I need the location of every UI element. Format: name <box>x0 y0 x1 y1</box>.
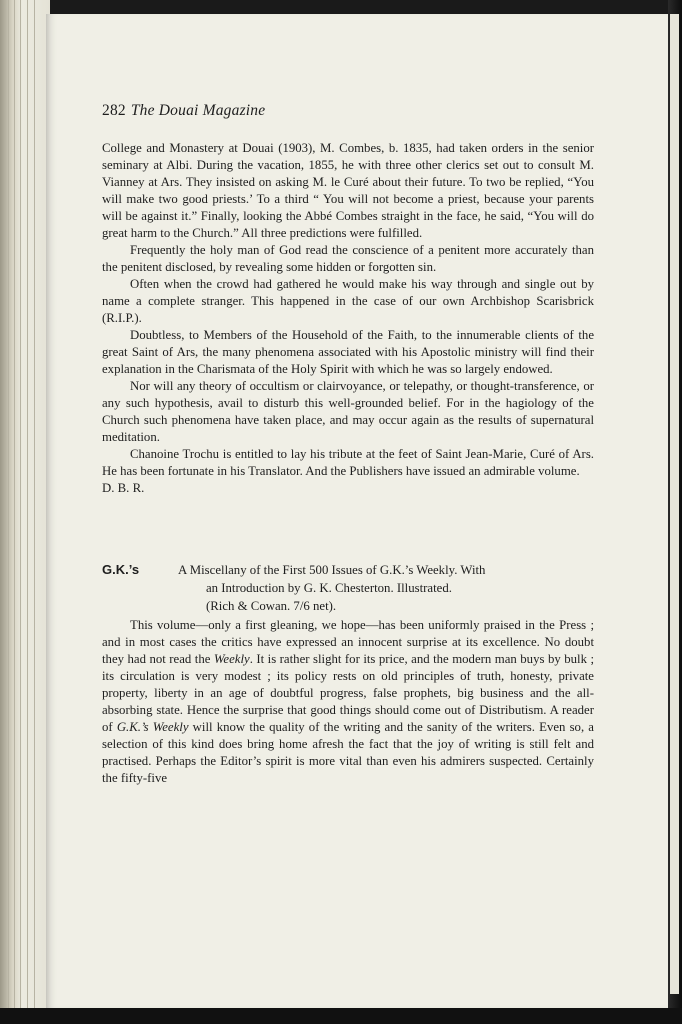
article-paragraph: Chanoine Trochu is entitled to lay his tribute at the feet of Saint Jean-Marie, Curé of Ars. He has been fortunate in his Translator. And the Publishers have issued an admirable volume. <box>102 447 594 478</box>
article-paragraph: College and Monastery at Douai (1903), M. Combes, b. 1835, had taken orders in the senior seminary at Albi. During the vacation, 1855, he with three other clerics set out to consult M. Vianney at Ars. They insisted on asking M. le Curé about their future. To two be replied, “You will make two good priests.’ To a third “ You will not become a priest, because your parents will be against it.” Finally, looking the Abbé Combes straight in the face, he said, “You will do great harm to the Church.” All three predictions were fulfilled. <box>102 141 594 240</box>
article-paragraph: Frequently the holy man of God read the conscience of a penitent more accurately than the penitent disclosed, by revealing some hidden or forgotten sin. <box>102 243 594 274</box>
page-edge-line <box>8 0 9 1024</box>
article-paragraph: Often when the crowd had gathered he would make his way through and single out by name a complete stranger. This happened in the case of our own Archbishop Scarisbrick (R.I.P.). <box>102 277 594 325</box>
article-paragraph: Nor will any theory of occultism or clairvoyance, or telepathy, or thought-transference, or any such hypothesis, avail to disturb this well-grounded belief. For in the hagiology of the Church such phenomena have taken place, and may occur again as the results of supernatural meditation. <box>102 379 594 444</box>
review-paragraph <box>102 617 594 787</box>
review-text-italic: Weekly <box>152 720 189 734</box>
page-edge-line <box>20 0 21 1024</box>
scan-bottom-border <box>0 1008 682 1024</box>
review-text-italic: G.K.’s <box>116 720 149 734</box>
review-title <box>178 561 594 615</box>
magazine-title: The Douai Magazine <box>130 102 266 119</box>
page-content <box>102 102 594 787</box>
review-title-line: A Miscellany of the First 500 Issues of G.K.’s Weekly. With <box>178 563 486 577</box>
review-heading <box>102 561 594 617</box>
review-tag: G.K.’s <box>102 562 140 577</box>
review-text: will know the quality of the writing and the sanity of the writers. Even so, a selection of this kind does bring home afresh the fact that the joy of writing is still felt and practised. Perhaps the Editor’s spirit is more vital than even his admirers suspected. Certainly the fifty-five <box>102 720 594 785</box>
book-binding <box>0 0 50 1024</box>
review-text: This volume—only a first gleaning, we hope—has been uniformly praised in the Press ; and in most cases the critics have expressed an innocent surprise at its excellence. No doubt they had not read the <box>102 618 594 666</box>
page-edge-line <box>27 0 28 1024</box>
review-text: . It is rather slight for its price, and the modern man buys by bulk ; its circulation is very modest ; its policy rests on old principles of truth, honesty, private property, liberty in an age of doubtful progress, false prophets, big business and the all-absorbing state. Hence the surprise that good things should come out of Distributism. A reader of <box>102 652 594 734</box>
page-number: 282 <box>102 102 126 119</box>
author-signature: D. B. R. <box>102 481 145 495</box>
page-edge-line <box>34 0 35 1024</box>
article-paragraph: Doubtless, to Members of the Household of the Faith, to the innumerable clients of the great Saint of Ars, the many phenomena associated with his Apostolic ministry will find their explanation in the Charismata of the Holy Spirit with which he was so largely endowed. <box>102 328 594 376</box>
review-text-italic: Weekly <box>213 652 250 666</box>
facing-page-sliver <box>670 14 679 994</box>
facing-page-edge <box>668 0 682 1024</box>
review-title-line: an Introduction by G. K. Chesterton. Illustrated. <box>206 581 452 595</box>
page-edge-line <box>14 0 15 1024</box>
review-title-line: (Rich & Cowan. 7/6 net). <box>206 599 337 613</box>
running-header <box>102 102 594 120</box>
